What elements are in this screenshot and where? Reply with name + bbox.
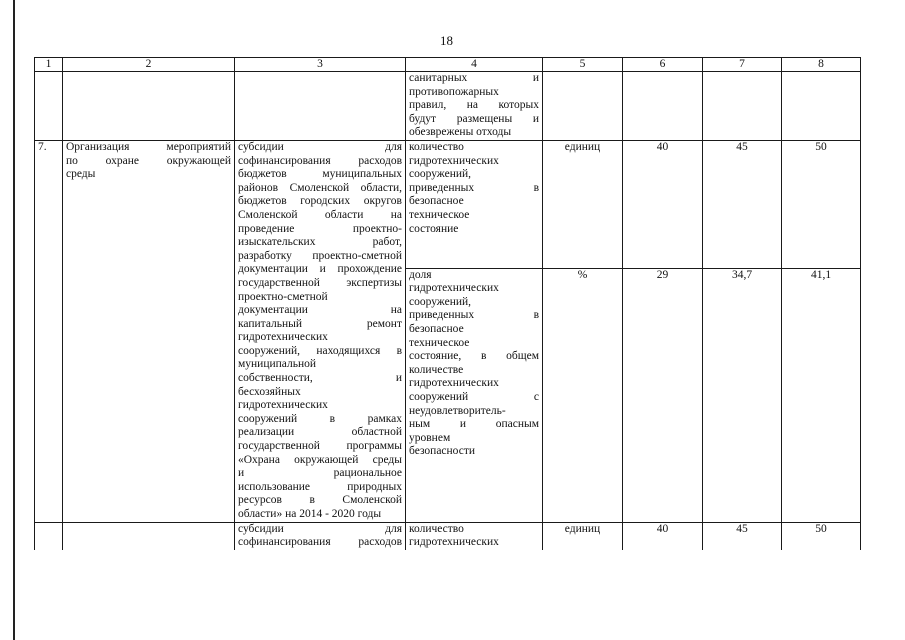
value-cell: 41,1 bbox=[782, 268, 861, 522]
text-line: изыскательских работ, bbox=[238, 236, 402, 249]
text-line: гидротехнических bbox=[238, 399, 328, 412]
table-row-continuation bbox=[35, 72, 861, 141]
value-cell: 29 bbox=[623, 268, 703, 522]
text-line: обезврежены отходы bbox=[409, 126, 512, 139]
cell-empty bbox=[703, 72, 782, 141]
value-cell: 40 bbox=[623, 140, 703, 268]
text-line: сооружений в рамках bbox=[238, 412, 402, 425]
value-cell: 50 bbox=[782, 522, 861, 550]
text-line: и рациональное bbox=[238, 467, 402, 480]
continuation-indicator bbox=[406, 72, 543, 141]
unit-cell: единиц bbox=[543, 522, 623, 550]
text-line: документации и прохождение bbox=[238, 263, 402, 276]
header-cell: 8 bbox=[782, 58, 861, 72]
value-cell: 40 bbox=[623, 522, 703, 550]
text-line: уровнем bbox=[409, 431, 451, 444]
text-line: субсидии для bbox=[238, 140, 402, 153]
text-line: области» на 2014 - 2020 годы bbox=[238, 508, 382, 520]
text-line: количестве bbox=[409, 363, 464, 376]
table-row-7a bbox=[35, 140, 861, 268]
text-line: безопасное bbox=[409, 195, 464, 208]
text-line: сооружений, bbox=[409, 168, 472, 181]
cell-empty bbox=[543, 72, 623, 141]
text-line: гидротехнических bbox=[238, 331, 328, 344]
subsidy-description bbox=[235, 140, 406, 522]
text-line: софинансирования расходов bbox=[238, 536, 402, 549]
text-line: муниципальной bbox=[238, 358, 317, 371]
table-row-next bbox=[35, 522, 861, 550]
value-cell: 50 bbox=[782, 140, 861, 268]
subsidy-description bbox=[235, 522, 406, 550]
unit-cell: % bbox=[543, 268, 623, 522]
indicator-share bbox=[406, 268, 543, 522]
text-line: по охране окружающей bbox=[66, 154, 231, 167]
indicator-count bbox=[406, 140, 543, 268]
text-line: безопасное bbox=[409, 322, 464, 335]
header-cell: 4 bbox=[406, 58, 543, 72]
text-line: гидротехнических bbox=[409, 377, 499, 390]
text-line: сооружений с bbox=[409, 390, 539, 403]
text-line: среды bbox=[66, 168, 96, 181]
text-line: правил, на которых bbox=[409, 99, 539, 112]
header-cell: 1 bbox=[35, 58, 63, 72]
text-line: состояние, в общем bbox=[409, 350, 539, 363]
cell-empty bbox=[623, 72, 703, 141]
cell-empty bbox=[35, 72, 63, 141]
cell-empty bbox=[63, 72, 235, 141]
scan-edge-line bbox=[13, 0, 15, 640]
text-line: приведенных в bbox=[409, 181, 539, 194]
text-line: санитарных и bbox=[409, 72, 539, 84]
text-line: Организация мероприятий bbox=[66, 140, 231, 153]
text-line: собственности, и bbox=[238, 372, 402, 385]
text-line: безопасности bbox=[409, 445, 476, 458]
text-line: гидротехнических bbox=[409, 154, 499, 167]
header-cell: 6 bbox=[623, 58, 703, 72]
text-line: государственной экспертизы bbox=[238, 276, 402, 289]
cell-empty bbox=[35, 522, 63, 550]
row-number: 7. bbox=[35, 140, 63, 522]
text-line: субсидии для bbox=[238, 522, 402, 535]
text-line: техническое bbox=[409, 208, 470, 221]
program-table bbox=[34, 57, 861, 550]
page-number: 18 bbox=[440, 33, 453, 48]
text-line: ресурсов в Смоленской bbox=[238, 494, 402, 507]
text-line: состояние bbox=[409, 222, 459, 235]
text-line: бесхозяйных bbox=[238, 385, 301, 398]
text-line: сооружений, находящихся в bbox=[238, 344, 402, 357]
header-cell: 5 bbox=[543, 58, 623, 72]
text-line: проведение проектно- bbox=[238, 222, 402, 235]
text-line: техническое bbox=[409, 336, 470, 349]
text-line: противопожарных bbox=[409, 85, 499, 98]
text-line: Смоленской области на bbox=[238, 208, 402, 221]
text-line: районов Смоленской области, bbox=[238, 181, 402, 194]
text-line: доля bbox=[409, 268, 432, 281]
activity-title bbox=[63, 140, 235, 522]
text-line: приведенных в bbox=[409, 309, 539, 322]
cell-empty bbox=[235, 72, 406, 141]
text-line: бюджетов муниципальных bbox=[238, 168, 402, 181]
text-line: капитальный ремонт bbox=[238, 317, 402, 330]
text-line: «Охрана окружающей среды bbox=[238, 453, 402, 466]
text-line: реализации областной bbox=[238, 426, 402, 439]
text-line: неудовлетворитель- bbox=[409, 404, 506, 417]
text-line: документации на bbox=[238, 304, 402, 317]
header-cell: 2 bbox=[63, 58, 235, 72]
value-cell: 45 bbox=[703, 522, 782, 550]
text-line: сооружений, bbox=[409, 295, 472, 308]
text-line: ным и опасным bbox=[409, 418, 539, 431]
value-cell: 45 bbox=[703, 140, 782, 268]
text-line: использование природных bbox=[238, 480, 402, 493]
text-line: гидротехнических bbox=[409, 536, 499, 549]
cell-empty bbox=[782, 72, 861, 141]
header-cell: 3 bbox=[235, 58, 406, 72]
value-cell: 34,7 bbox=[703, 268, 782, 522]
text-line: разработку проектно-сметной bbox=[238, 249, 402, 262]
text-line: бюджетов городских округов bbox=[238, 195, 402, 208]
indicator-count bbox=[406, 522, 543, 550]
text-line: проектно-сметной bbox=[238, 290, 328, 303]
header-cell: 7 bbox=[703, 58, 782, 72]
cell-empty bbox=[63, 522, 235, 550]
text-line: количество bbox=[409, 522, 464, 535]
unit-cell: единиц bbox=[543, 140, 623, 268]
text-line: государственной программы bbox=[238, 440, 402, 453]
text-line: софинансирования расходов bbox=[238, 154, 402, 167]
header-row bbox=[35, 58, 861, 72]
text-line: гидротехнических bbox=[409, 282, 499, 295]
text-line: будут размещены и bbox=[409, 112, 539, 125]
text-line: количество bbox=[409, 140, 464, 153]
